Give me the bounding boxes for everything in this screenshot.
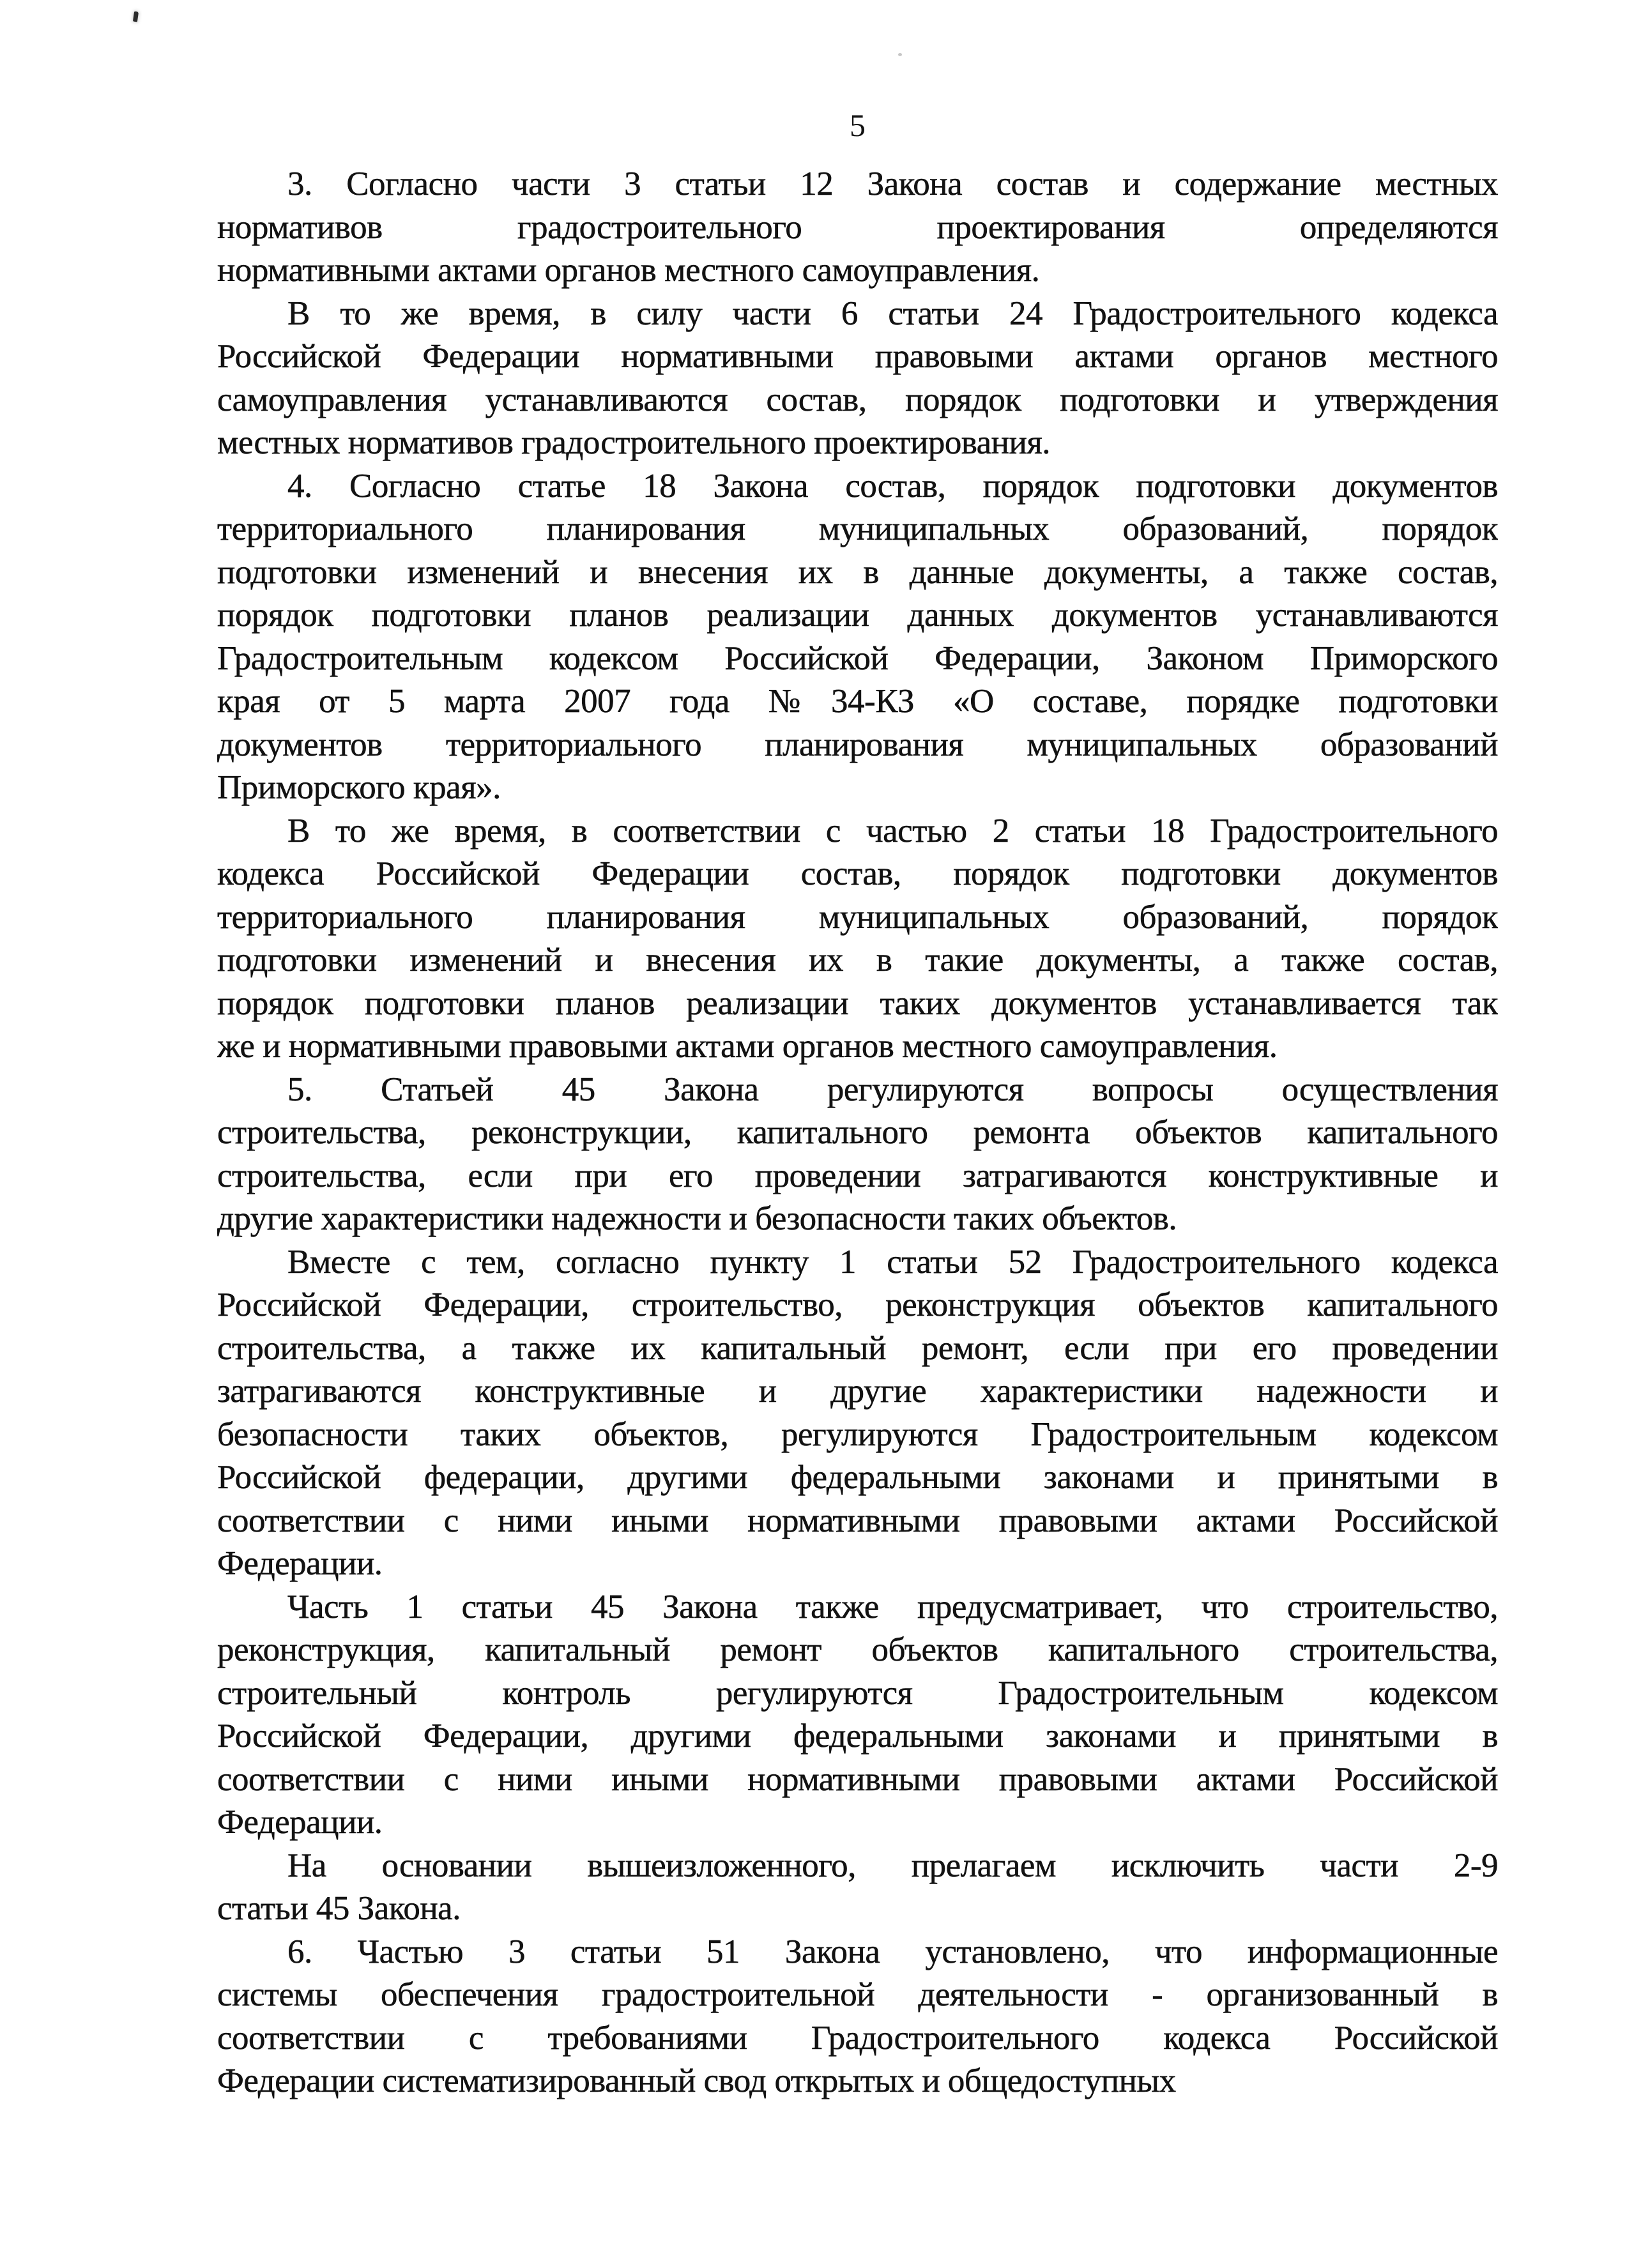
text-line: Приморского края». — [217, 769, 501, 806]
text-line: территориального планирования муниципальных образований, порядок — [217, 898, 1498, 936]
text-line: порядок подготовки планов реализации таких документов устанавливается так — [217, 984, 1498, 1022]
text-line: Федерации. — [217, 1804, 383, 1841]
text-line: Часть 1 статьи 45 Закона также предусматривает, что строительство, — [287, 1588, 1498, 1625]
text-line: системы обеспечения градостроительной деятельности - организованный в — [217, 1976, 1498, 2013]
text-line: территориального планирования муниципальных образований, порядок — [217, 510, 1498, 547]
text-line: подготовки изменений и внесения их в такие документы, а также состав, — [217, 941, 1498, 978]
text-line: затрагиваются конструктивные и другие характеристики надежности и — [217, 1373, 1498, 1410]
text-line: местных нормативов градостроительного проектирования. — [217, 424, 1051, 461]
text-line: 6. Частью 3 статьи 51 Закона установлено, что информационные — [287, 1933, 1498, 1970]
text-line: нормативными актами органов местного самоуправления. — [217, 252, 1040, 289]
text-line: В то же время, в силу части 6 статьи 24 Градостроительного кодекса — [287, 294, 1498, 332]
text-line: Российской Федерации, строительство, реконструкция объектов капитального — [217, 1286, 1498, 1323]
text-line: же и нормативными правовыми актами органов местного самоуправления. — [217, 1028, 1278, 1065]
text-line: Российской федерации, другими федеральными законами и принятыми в — [217, 1459, 1498, 1496]
text-line: края от 5 марта 2007 года №34-КЗ «О составе, порядке подготовки — [217, 683, 1498, 720]
text-line: Российской Федерации, другими федеральными законами и принятыми в — [217, 1717, 1498, 1754]
text-line: строительства, а также их капитальный ремонт, если при его проведении — [217, 1329, 1498, 1367]
text-line: соответствии с ними иными нормативными правовыми актами Российской — [217, 1502, 1498, 1539]
text-line: кодекса Российской Федерации состав, порядок подготовки документов — [217, 855, 1498, 892]
text-line: соответствии с требованиями Градостроительного кодекса Российской — [217, 2019, 1498, 2057]
text-line: Федерации систематизированный свод открытых и общедоступных — [217, 2062, 1176, 2099]
text-line: подготовки изменений и внесения их в данные документы, а также состав, — [217, 553, 1498, 591]
page-number: 5 — [850, 107, 866, 143]
text-line: Градостроительным кодексом Российской Федерации, Законом Приморского — [217, 639, 1498, 677]
text-line: Российской Федерации нормативными правовыми актами органов местного — [217, 338, 1498, 375]
text-line: документов территориального планирования муниципальных образований — [217, 726, 1498, 763]
text-line: реконструкция, капитальный ремонт объектов капитального строительства, — [217, 1631, 1498, 1668]
text-line: статьи 45 Закона. — [217, 1890, 461, 1927]
text-line: другие характеристики надежности и безопасности таких объектов. — [217, 1200, 1177, 1237]
text-line: строительства, реконструкции, капитального ремонта объектов капитального — [217, 1114, 1498, 1151]
text-line: Вместе с тем, согласно пункту 1 статьи 52 Градостроительного кодекса — [287, 1243, 1498, 1281]
scan-dust-icon — [898, 53, 902, 56]
text-line: 5. Статьей 45 Закона регулируются вопросы осуществления — [287, 1070, 1498, 1108]
text-line: В то же время, в соответствии с частью 2 статьи 18 Градостроительного — [287, 812, 1498, 849]
text-line: Федерации. — [217, 1545, 383, 1582]
text-line: На основании вышеизложенного, прелагаем исключить части 2-9 — [287, 1846, 1498, 1884]
text-line: самоуправления устанавливаются состав, порядок подготовки и утверждения — [217, 381, 1498, 418]
text-line: 3. Согласно части 3 статьи 12 Закона состав и содержание местных — [287, 165, 1498, 202]
text-line: соответствии с ними иными нормативными правовыми актами Российской — [217, 1760, 1498, 1798]
document-body — [217, 163, 1498, 2103]
text-line: строительства, если при его проведении затрагиваются конструктивные и — [217, 1157, 1498, 1194]
text-line: 4. Согласно статье 18 Закона состав, порядок подготовки документов — [287, 467, 1498, 505]
text-line: безопасности таких объектов, регулируются Градостроительным кодексом — [217, 1415, 1498, 1453]
text-line: порядок подготовки планов реализации данных документов устанавливаются — [217, 597, 1498, 634]
text-line: нормативов градостроительного проектирования определяются — [217, 208, 1498, 246]
scan-speck-icon — [133, 11, 139, 22]
text-line: строительный контроль регулируются Градостроительным кодексом — [217, 1674, 1498, 1712]
